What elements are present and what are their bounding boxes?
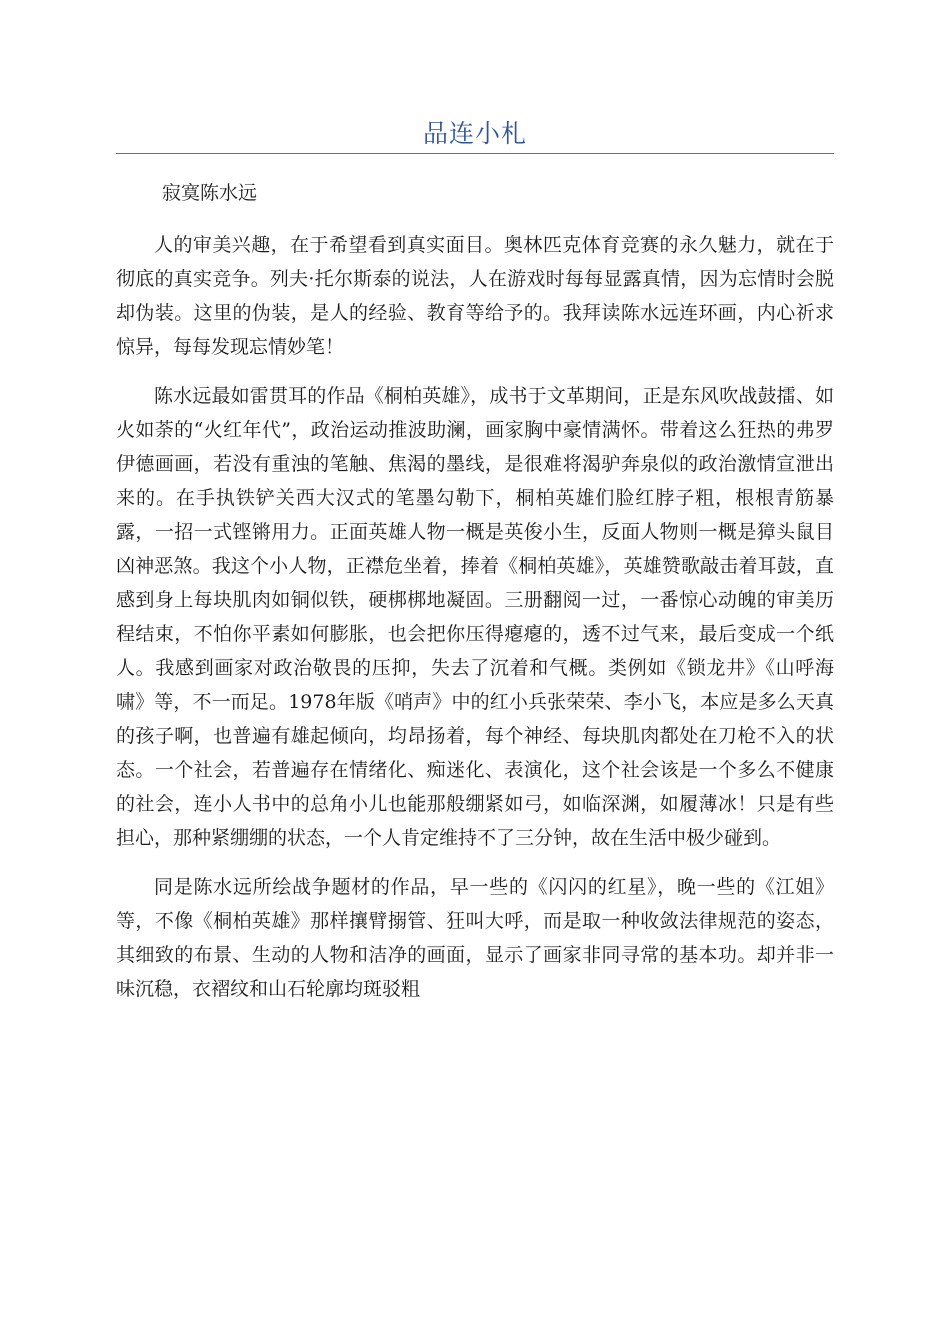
paragraph: 同是陈水远所绘战争题材的作品，早一些的《闪闪的红星》，晚一些的《江姐》等，不像《桐柏英雄》那样攘臂搦管、狂叫大呼，而是取一种收敛法律规范的姿态，其细致的布景、生动的人物和洁净的画面，显示了画家非同寻常的基本功。却并非一味沉稳，衣褶纹和山石轮廓均斑驳粗 bbox=[116, 876, 834, 1000]
paragraph: 人的审美兴趣，在于希望看到真实面目。奥林匹克体育竞赛的永久魅力，就在于彻底的真实竞争。列夫·托尔斯泰的说法，人在游戏时每每显露真情，因为忘情时会脱却伪装。这里的伪装，是人的经验、教育等给予的。我拜读陈水远连环画，内心祈求惊异，每每发现忘情妙笔！ bbox=[116, 234, 834, 358]
title-underline bbox=[116, 153, 834, 154]
document-title: 品连小札 bbox=[422, 119, 527, 148]
article-body bbox=[116, 228, 834, 1021]
author-line: 寂寞陈水远 bbox=[162, 182, 258, 204]
paragraph: 陈水远最如雷贯耳的作品《桐柏英雄》，成书于文革期间，正是东风吹战鼓擂、如火如荼的“火红年代”，政治运动推波助澜，画家胸中豪情满怀。带着这么狂热的弗罗伊德画画，若没有重浊的笔触、焦渴的墨线，是很难将渴驴奔泉似的政治激情宣泄出来的。在手执铁铲关西大汉式的笔墨勾勒下，桐柏英雄们脸红脖子粗，根根青筋暴露，一招一式铿锵用力。正面英雄人物一概是英俊小生，反面人物则一概是獐头鼠目凶神恶煞。我这个小人物，正襟危坐着，捧着《桐柏英雄》，英雄赞歌敲击着耳鼓，直感到身上每块肌肉如铜似铁，硬梆梆地凝固。三册翻阅一过，一番惊心动魄的审美历程结束，不怕你平素如何膨胀，也会把你压得瘪瘪的，透不过气来，最后变成一个纸人。我感到画家对政治敬畏的压抑，失去了沉着和气概。类例如《锁龙井》《山呼海啸》等，不一而足。1978年版《哨声》中的红小兵张荣荣、李小飞，本应是多么天真的孩子啊，也普遍有雄起倾向，均昂扬着，每个神经、每块肌肉都处在刀枪不入的状态。一个社会，若普遍存在情绪化、痴迷化、表演化，这个社会该是一个多么不健康的社会，连小人书中的总角小儿也能那般绷紧如弓，如临深渊，如履薄冰！只是有些担心，那种紧绷绷的状态，一个人肯定维持不了三分钟，故在生活中极少碰到。 bbox=[116, 385, 834, 849]
